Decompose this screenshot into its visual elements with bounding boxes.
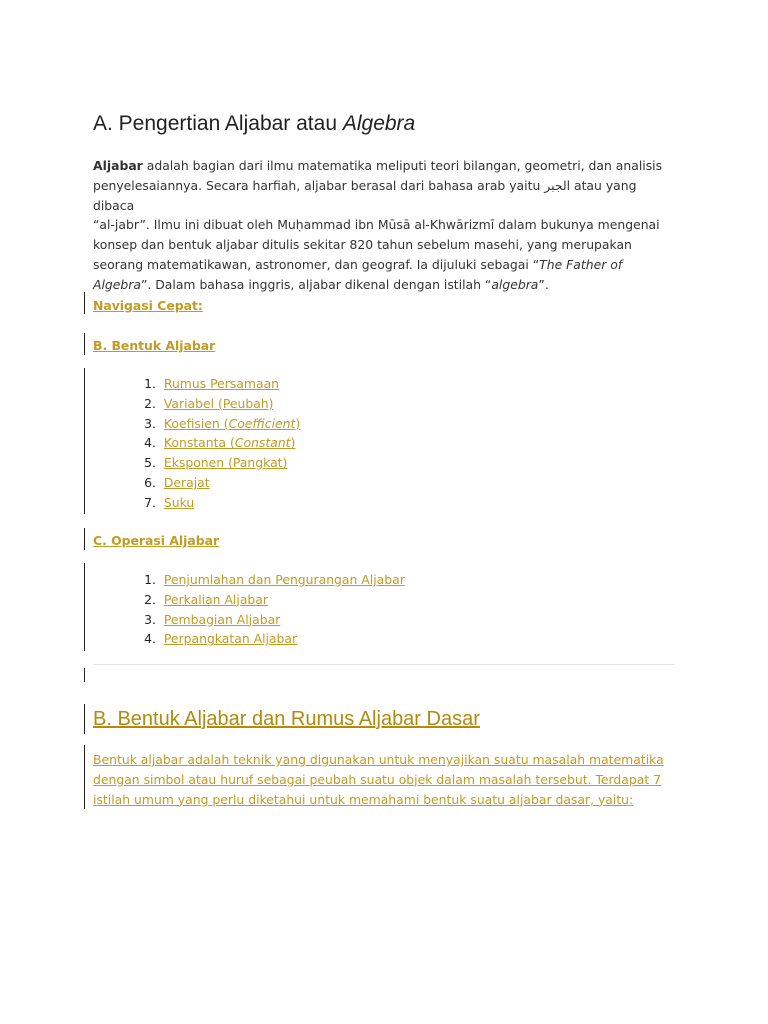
toc-link-perkalian[interactable]: Perkalian Aljabar [163,591,268,607]
list-number: 3. [144,415,156,431]
toc-link-bentuk-aljabar[interactable]: B. Bentuk Aljabar [93,338,216,353]
list-item [93,414,300,434]
toc-link-koefisien[interactable] [164,414,300,434]
toc-link-penjumlahan[interactable]: Penjumlahan dan Pengurangan Aljabar [163,572,405,587]
toc-link-suku[interactable]: Suku [163,494,195,510]
section-b-paragraph[interactable] [93,750,678,809]
section-b-line-3: istilah umum yang perlu diketahui untuk memahami bentuk suatu aljabar dasar, yaitu: [93,791,634,807]
list-item [93,374,300,394]
list-item [93,629,405,649]
toc-list-bentuk [93,374,300,513]
intro-line-1: adalah bagian dari ilmu matematika meliputi teori bilangan, geometri, dan analisis [142,158,663,173]
section-b-line-1: Bentuk aljabar adalah teknik yang digunakan untuk menyajikan suatu masalah matematika [93,752,664,767]
intro-line-3: “al-jabr”. Ilmu ini dibuat oleh Muḥammad ibn Mūsā al-Khwārizmī dalam bukunya mengenai [93,217,660,233]
blockquote-bar [84,704,85,734]
section-divider [93,664,675,665]
toc-link-perpangkatan[interactable]: Perpangkatan Aljabar [163,631,298,647]
list-item [93,453,300,473]
list-item [93,473,300,493]
intro-italic-algebra-term: algebra [491,276,539,292]
intro-italic-algebra: Algebra [93,276,141,292]
intro-line-6-end: ”. [538,276,549,292]
toc-link-derajat[interactable]: Derajat [163,474,210,490]
toc-link-konstanta-italic: Constant [234,435,291,451]
toc-list-operasi [93,570,405,649]
list-item [93,493,300,513]
list-number: 1. [144,376,156,391]
blockquote-bar [84,292,85,314]
quick-nav-heading[interactable]: Navigasi Cepat: [93,298,203,313]
toc-link-koefisien-suffix: ) [295,415,301,431]
list-item [93,590,405,610]
page-title-emphasis: Algebra [342,112,416,135]
intro-line-5: seorang matematikawan, astronomer, dan geograf. Ia dijuluki sebagai “ [93,256,540,272]
blockquote-bar [84,563,85,651]
toc-link-variabel[interactable]: Variabel (Peubah) [163,395,274,411]
toc-link-konstanta-text: Konstanta ( [163,435,235,451]
section-b-line-2: dengan simbol atau huruf sebagai peubah suatu objek dalam masalah tersebut. Terdapat 7 [93,771,662,787]
list-number: 1. [144,572,156,587]
blockquote-bar [84,368,85,514]
list-number: 4. [144,435,156,451]
list-item [93,433,300,453]
intro-line-6: ”. Dalam bahasa inggris, aljabar dikenal dengan istilah “ [140,276,492,292]
page-title-text: A. Pengertian Aljabar atau [93,112,343,135]
toc-link-koefisien-text: Koefisien ( [163,415,229,431]
intro-bold-term: Aljabar [93,158,143,173]
list-number: 7. [144,494,156,510]
toc-link-pembagian[interactable]: Pembagian Aljabar [163,611,281,627]
intro-italic-father: The Father of [539,256,623,272]
intro-line-4: konsep dan bentuk aljabar ditulis sekitar 820 tahun sebelum masehi, yang merupakan [93,237,632,253]
list-number: 4. [144,631,156,647]
list-number: 3. [144,611,156,627]
toc-link-koefisien-italic: Coefficient [228,415,296,431]
list-number: 2. [144,591,156,607]
list-item [93,570,405,590]
blockquote-bar [84,333,85,355]
blockquote-bar [84,528,85,550]
list-number: 2. [144,395,156,411]
toc-link-konstanta-suffix: ) [290,435,296,451]
list-number: 5. [144,455,156,471]
intro-line-2: penyelesaiannya. Secara harfiah, aljabar berasal dari bahasa arab yaitu الجبر atau yang dibaca [93,177,637,213]
section-b-title: B. Bentuk Aljabar dan Rumus Aljabar Dasar [93,708,480,730]
blockquote-bar [84,668,85,682]
list-number: 6. [144,474,156,490]
toc-link-eksponen[interactable]: Eksponen (Pangkat) [163,455,288,471]
list-item [93,394,300,414]
intro-paragraph [93,156,678,295]
blockquote-bar [84,745,85,809]
toc-link-konstanta[interactable] [164,433,296,453]
toc-link-rumus-persamaan[interactable]: Rumus Persamaan [163,376,280,391]
page-title [93,112,415,136]
list-item [93,610,405,630]
toc-link-operasi-aljabar[interactable]: C. Operasi Aljabar [93,533,220,548]
